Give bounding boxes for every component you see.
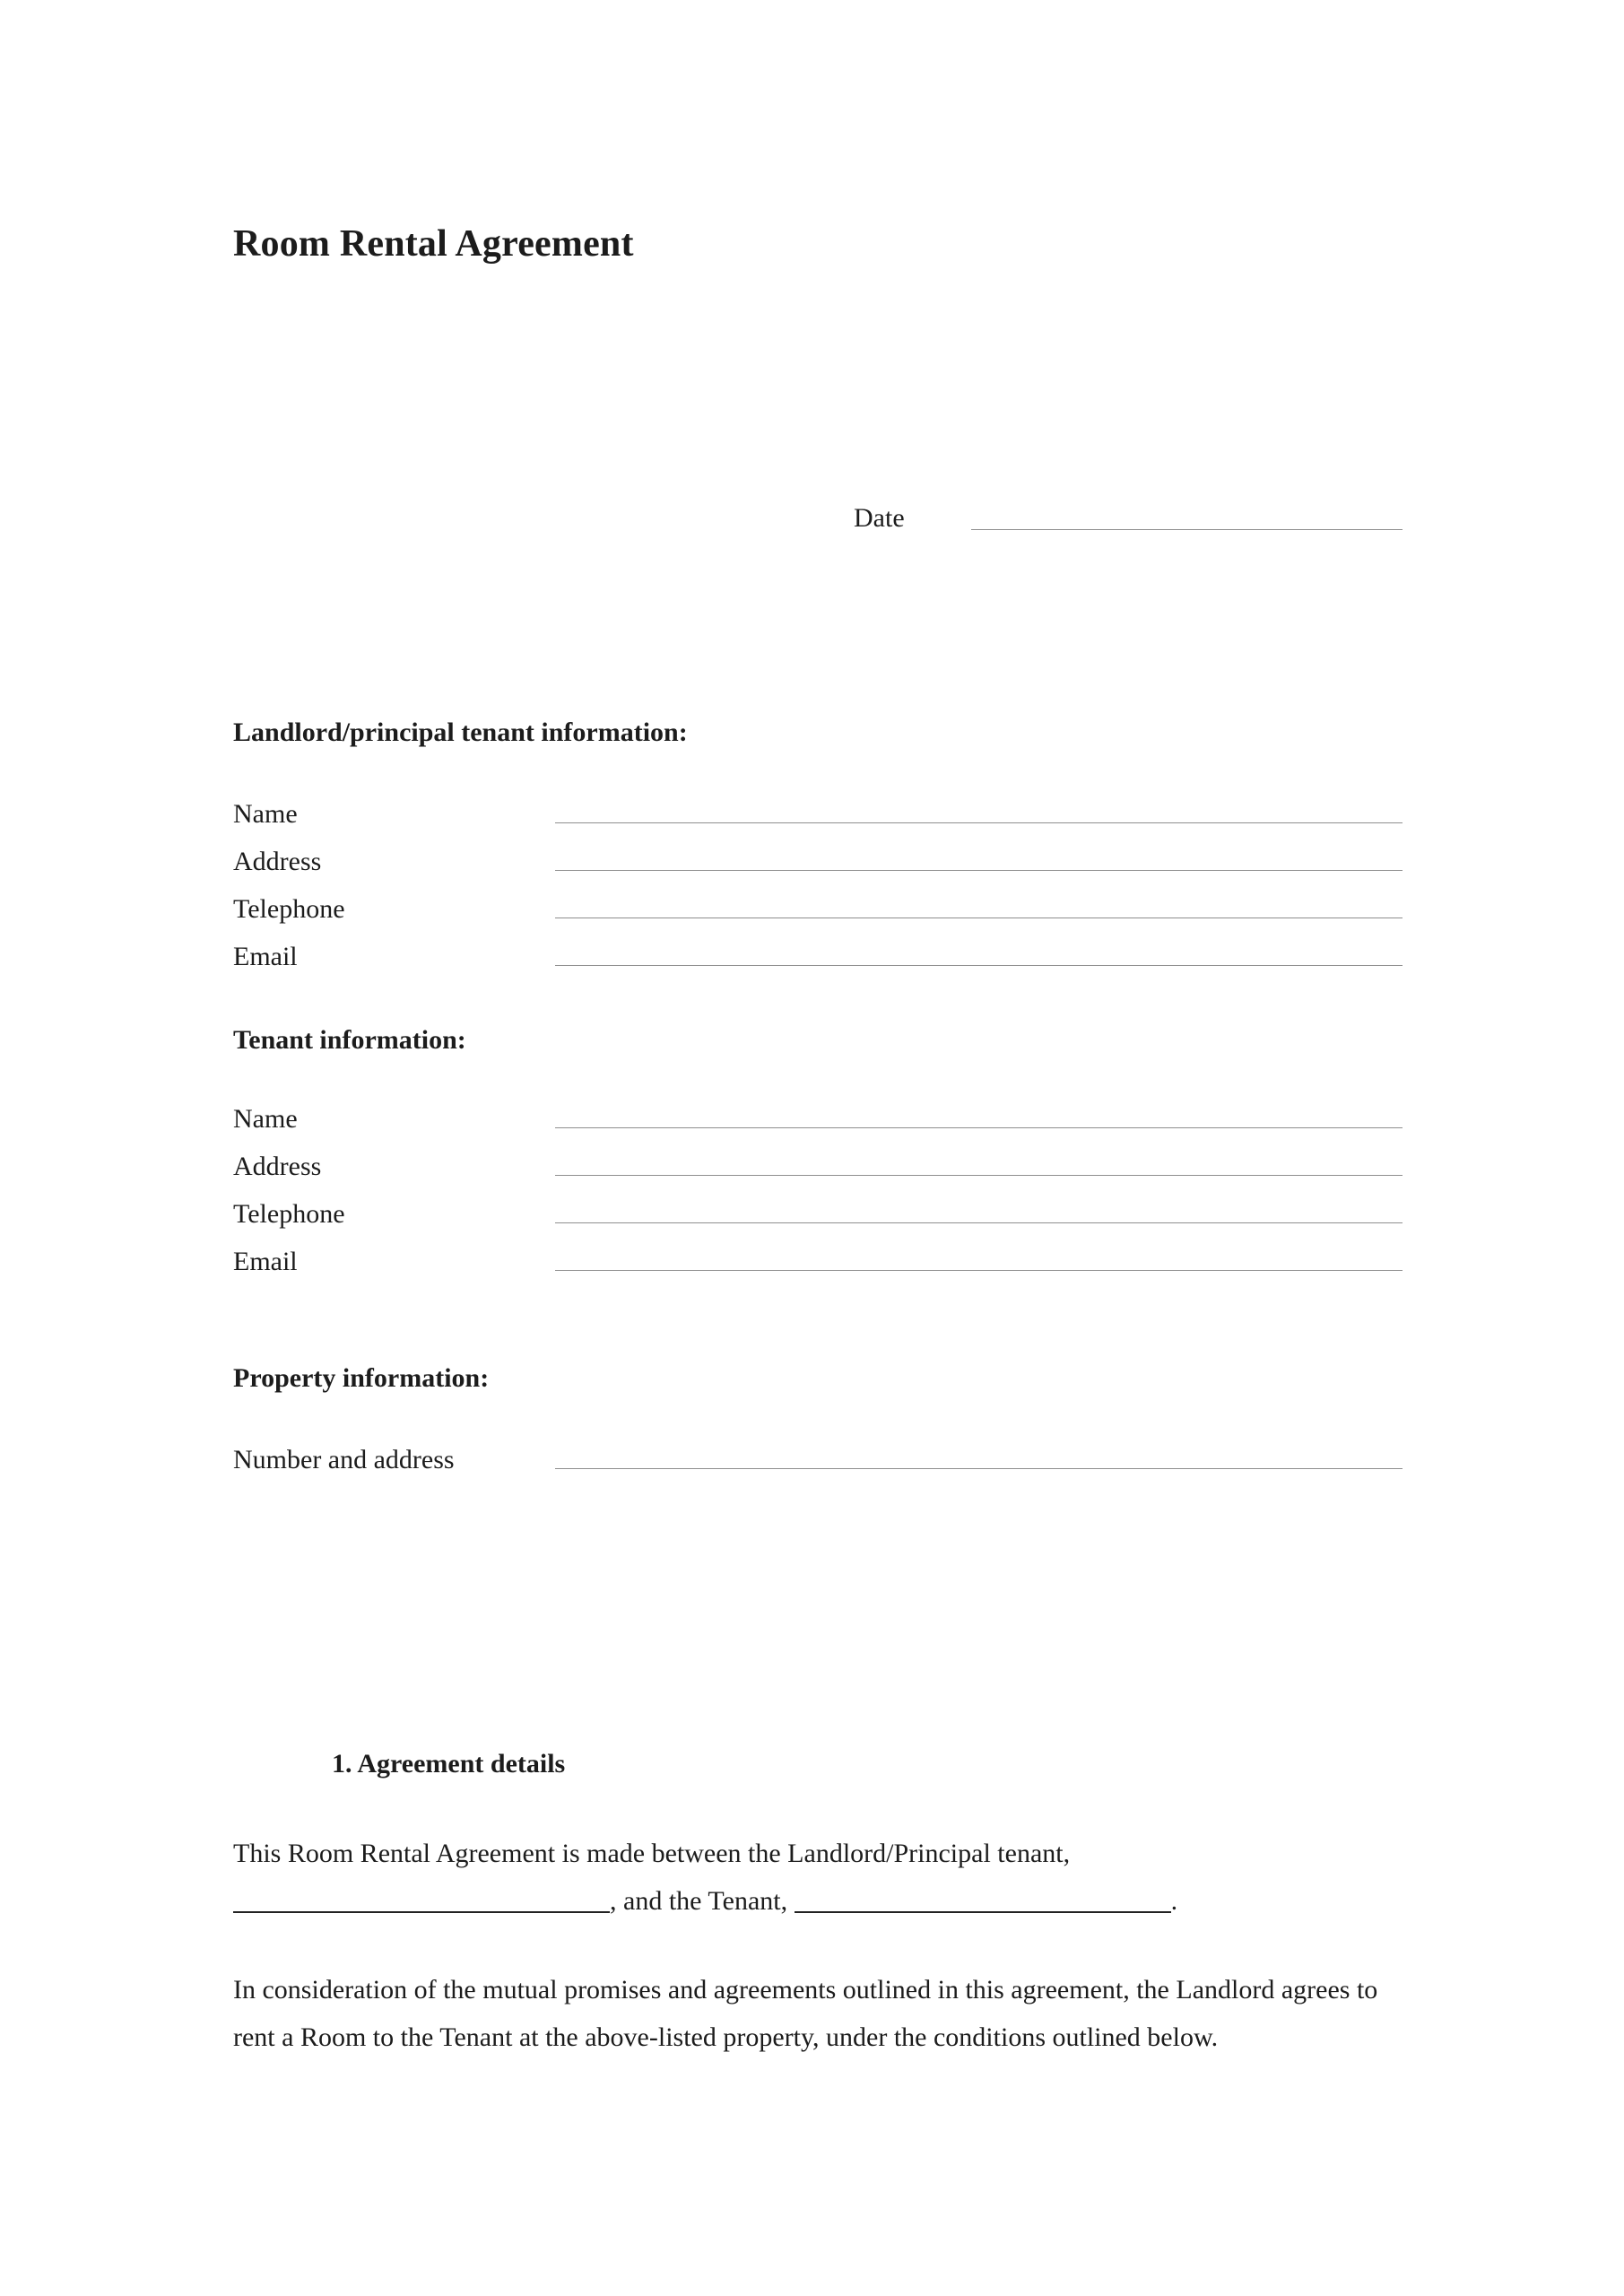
tenant-name-blank[interactable] <box>795 1884 1171 1913</box>
landlord-section-heading: Landlord/principal tenant information: <box>233 718 688 747</box>
field-row-tenant-telephone <box>233 1182 1403 1230</box>
field-row-tenant-name <box>233 1087 1403 1135</box>
tenant-address-fill-line[interactable] <box>555 1175 1403 1176</box>
property-section-heading: Property information: <box>233 1363 490 1393</box>
tenant-name-label: Name <box>233 1103 298 1134</box>
field-row-tenant-email <box>233 1230 1403 1277</box>
date-fill-line[interactable] <box>971 529 1403 530</box>
landlord-name-label: Name <box>233 798 298 829</box>
intro-text-after-tenant-blank: . <box>1170 1886 1178 1916</box>
landlord-name-fill-line[interactable] <box>555 822 1403 823</box>
date-label: Date <box>854 503 905 533</box>
intro-text-before-landlord-blank: This Room Rental Agreement is made between the Landlord/Principal tenant, <box>233 1839 1071 1868</box>
landlord-email-label: Email <box>233 941 298 971</box>
tenant-section-heading: Tenant information: <box>233 1025 466 1055</box>
landlord-name-blank[interactable] <box>233 1884 610 1913</box>
agreement-body-paragraph: In consideration of the mutual promises and agreements outlined in this agreement, the Landlord agrees to rent a Room to the Tenant at the above-listed property, under the conditions outlined below. <box>233 1975 1378 2052</box>
tenant-name-fill-line[interactable] <box>555 1127 1403 1128</box>
date-field-row <box>854 491 1403 535</box>
landlord-telephone-label: Telephone <box>233 893 345 924</box>
agreement-intro-paragraph <box>233 1830 1408 1925</box>
field-row-tenant-address <box>233 1135 1403 1182</box>
field-row-landlord-telephone <box>233 877 1403 925</box>
field-row-property-address <box>233 1428 1403 1475</box>
tenant-address-label: Address <box>233 1151 322 1181</box>
property-address-fill-line[interactable] <box>555 1468 1403 1469</box>
agreement-details-heading: 1. Agreement details <box>332 1749 566 1779</box>
landlord-address-label: Address <box>233 846 322 876</box>
field-row-landlord-address <box>233 830 1403 877</box>
field-row-landlord-name <box>233 782 1403 830</box>
landlord-email-fill-line[interactable] <box>555 965 1403 966</box>
tenant-fields <box>233 1087 1403 1277</box>
document-title: Room Rental Agreement <box>233 223 634 265</box>
tenant-email-label: Email <box>233 1246 298 1276</box>
tenant-telephone-fill-line[interactable] <box>555 1222 1403 1223</box>
landlord-address-fill-line[interactable] <box>555 870 1403 871</box>
field-row-landlord-email <box>233 925 1403 972</box>
landlord-fields <box>233 782 1403 972</box>
tenant-telephone-label: Telephone <box>233 1198 345 1229</box>
intro-text-between-blanks: , and the Tenant, <box>610 1886 795 1916</box>
property-address-label: Number and address <box>233 1444 455 1474</box>
tenant-email-fill-line[interactable] <box>555 1270 1403 1271</box>
property-fields <box>233 1428 1403 1475</box>
